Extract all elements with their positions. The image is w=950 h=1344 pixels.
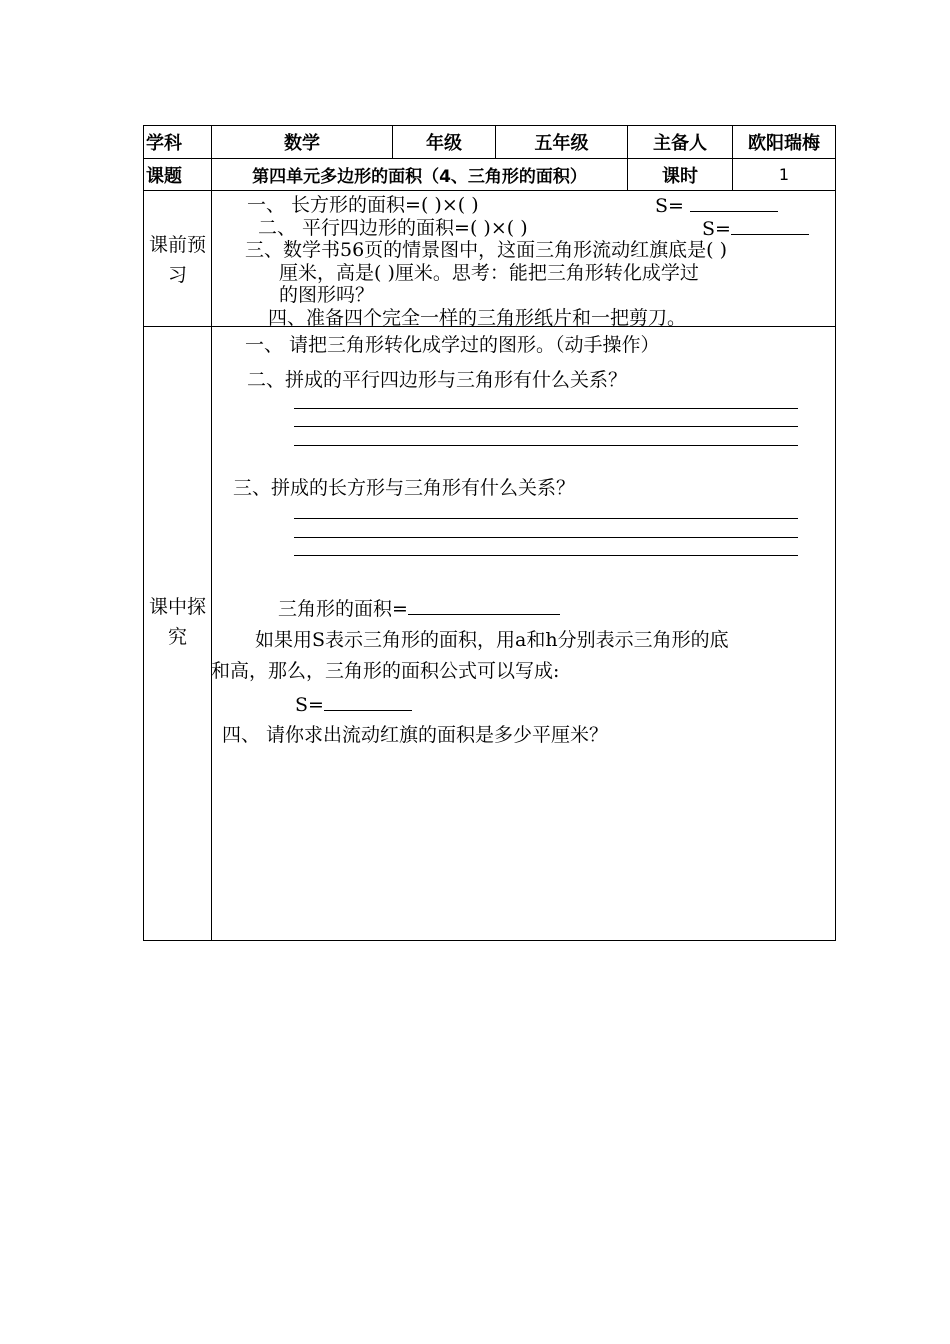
topic-label: 课题 [146, 165, 182, 187]
preview-item-3-cont: 厘米，高是( )厘米。思考：能把三角形转化成学过 [279, 262, 699, 284]
formula-line-1: 如果用S表示三角形的面积，用a和h分别表示三角形的底 [255, 629, 729, 651]
answer-line [294, 518, 798, 519]
preview-item-1-text: 一、 长方形的面积=( )×( ) [247, 194, 479, 216]
explore-q4: 四、 请你求出流动红旗的面积是多少平厘米？ [222, 724, 609, 746]
answer-line [294, 555, 798, 556]
preview-item-1 [247, 193, 479, 217]
answer-line [294, 426, 798, 427]
row-divider [144, 190, 835, 191]
preview-item-3: 三、数学书56页的情景图中，这面三角形流动红旗底是( ) [245, 239, 728, 261]
explore-q1: 一、 请把三角形转化成学过的图形。（动手操作） [245, 334, 660, 356]
topic-value: 第四单元多边形的面积（4、三角形的面积） [252, 167, 587, 187]
area-statement [278, 596, 560, 621]
s-label: S= [702, 218, 731, 240]
answer-blank [324, 692, 412, 711]
preview-item-3-end: 的图形吗？ [279, 284, 375, 306]
answer-blank [731, 216, 809, 235]
preview-item-2 [258, 216, 528, 240]
answer-blank [690, 193, 778, 212]
answer-blank [408, 596, 560, 615]
preview-item-2-text: 二、 平行四边形的面积=( )×( ) [258, 217, 528, 239]
preview-item-4: 四、准备四个完全一样的三角形纸片和一把剪刀。 [268, 307, 687, 329]
preview-label: 课前预习 [148, 234, 206, 286]
explore-q2: 二、拼成的平行四边形与三角形有什么关系？ [247, 369, 628, 391]
s-label: S= [295, 694, 324, 716]
answer-line [294, 445, 798, 446]
column-divider [211, 126, 212, 940]
lesson-plan-table [143, 125, 836, 941]
formula-line-2: 和高，那么，三角形的面积公式可以写成: [211, 660, 560, 682]
preparer-value: 欧阳瑞梅 [748, 133, 820, 154]
period-value: 1 [778, 165, 790, 184]
period-label: 课时 [662, 165, 698, 187]
s-label: S= [655, 195, 684, 217]
formula-s [295, 692, 412, 717]
preparer-label: 主备人 [653, 133, 707, 154]
answer-line [294, 408, 798, 409]
grade-label: 年级 [426, 133, 462, 154]
grade-value: 五年级 [534, 133, 589, 154]
subject-label: 学科 [146, 133, 182, 154]
explore-label: 课中探究 [148, 596, 206, 648]
answer-line [294, 537, 798, 538]
subject-value: 数学 [284, 133, 320, 154]
explore-q3: 三、拼成的长方形与三角形有什么关系？ [233, 477, 576, 499]
preview-item-1-s [655, 193, 778, 218]
area-text: 三角形的面积= [278, 598, 408, 620]
